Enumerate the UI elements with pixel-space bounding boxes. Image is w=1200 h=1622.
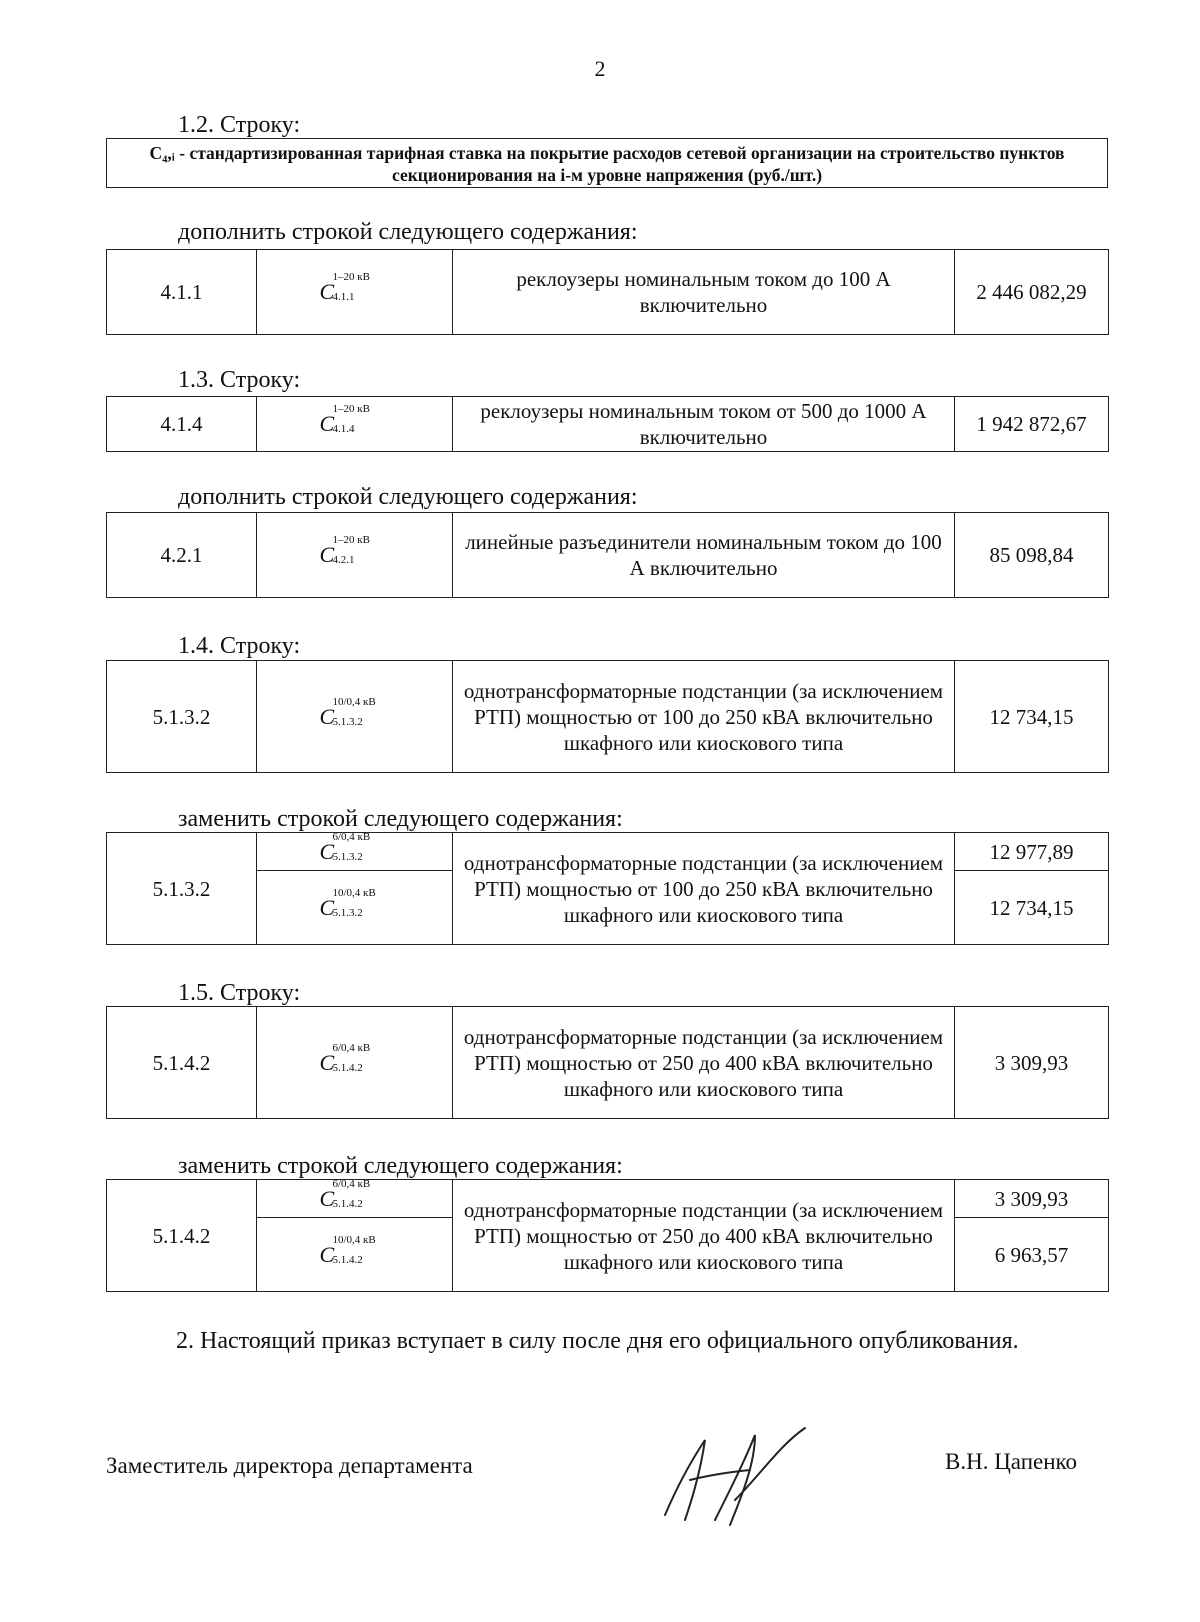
row-value: 3 309,93 bbox=[955, 1180, 1109, 1218]
row-code: 4.1.1 bbox=[107, 250, 257, 335]
rate-symbol-cell bbox=[257, 830, 453, 871]
rate-symbol: C 6/0,4 кВ 5.1.4.2 bbox=[319, 1041, 371, 1075]
table-row-4-1-1 bbox=[106, 249, 1109, 335]
row-code: 5.1.3.2 bbox=[107, 833, 257, 945]
rate-symbol-cell bbox=[257, 661, 453, 773]
row-value: 12 734,15 bbox=[955, 661, 1109, 773]
effective-date-paragraph: 2. Настоящий приказ вступает в силу после дня его официального опубликования. bbox=[176, 1328, 1019, 1354]
row-description: однотрансформаторные подстанции (за исключением РТП) мощностью от 100 до 250 кВА включительно шкафного или киоскового типа bbox=[453, 833, 955, 945]
rate-symbol-cell bbox=[257, 871, 453, 945]
rate-symbol-cell bbox=[257, 1177, 453, 1218]
row-code: 5.1.3.2 bbox=[107, 661, 257, 773]
row-description: реклоузеры номинальным током до 100 А включительно bbox=[453, 250, 955, 335]
section-1-3-heading: 1.3. Строку: bbox=[178, 367, 301, 393]
row-code: 4.1.4 bbox=[107, 397, 257, 452]
rate-symbol: C 1–20 кВ 4.1.4 bbox=[319, 403, 370, 436]
section-1-3-supplement-label: дополнить строкой следующего содержания: bbox=[178, 484, 638, 510]
rate-symbol: C 10/0,4 кВ 5.1.4.2 bbox=[319, 1233, 376, 1267]
rate-symbol-cell bbox=[257, 397, 453, 452]
handwritten-signature bbox=[660, 1420, 810, 1530]
row-value: 12 977,89 bbox=[955, 833, 1109, 871]
row-value: 12 734,15 bbox=[955, 871, 1109, 945]
row-description: реклоузеры номинальным током от 500 до 1000 А включительно bbox=[453, 397, 955, 452]
rate-symbol-cell bbox=[257, 1218, 453, 1292]
page-number: 2 bbox=[594, 56, 606, 81]
rate-symbol-cell bbox=[257, 1007, 453, 1119]
rate-symbol: C 6/0,4 кВ 5.1.3.2 bbox=[319, 830, 371, 864]
rate-symbol: C 1–20 кВ 4.2.1 bbox=[319, 534, 370, 567]
rate-symbol-cell bbox=[257, 250, 453, 335]
rate-symbol: C 10/0,4 кВ 5.1.3.2 bbox=[319, 886, 376, 920]
table-row-4-2-1 bbox=[106, 512, 1109, 598]
signer-title: Заместитель директора департамента bbox=[106, 1453, 473, 1478]
rate-symbol: C 6/0,4 кВ 5.1.4.2 bbox=[319, 1177, 371, 1211]
row-description: однотрансформаторные подстанции (за исключением РТП) мощностью от 250 до 400 кВА включительно шкафного или киоскового типа bbox=[453, 1007, 955, 1119]
section-1-4-heading: 1.4. Строку: bbox=[178, 633, 301, 659]
table-row-5-1-4-2-replacement bbox=[106, 1179, 1109, 1292]
row-description: однотрансформаторные подстанции (за исключением РТП) мощностью от 250 до 400 кВА включительно шкафного или киоскового типа bbox=[453, 1180, 955, 1292]
row-value: 1 942 872,67 bbox=[955, 397, 1109, 452]
row-value: 6 963,57 bbox=[955, 1218, 1109, 1292]
section-1-5-replace-label: заменить строкой следующего содержания: bbox=[178, 1153, 623, 1179]
row-value: 2 446 082,29 bbox=[955, 250, 1109, 335]
tariff-rate-definition-box bbox=[106, 138, 1108, 188]
row-description: линейные разъединители номинальным током до 100 А включительно bbox=[453, 513, 955, 598]
row-code: 4.2.1 bbox=[107, 513, 257, 598]
row-code: 5.1.4.2 bbox=[107, 1180, 257, 1292]
row-code: 5.1.4.2 bbox=[107, 1007, 257, 1119]
rate-symbol: C 1–20 кВ 4.1.1 bbox=[319, 271, 370, 304]
section-1-5-heading: 1.5. Строку: bbox=[178, 980, 301, 1006]
rate-symbol: C 10/0,4 кВ 5.1.3.2 bbox=[319, 695, 376, 729]
table-row-5-1-3-2-replacement bbox=[106, 832, 1109, 945]
section-1-2-heading: 1.2. Строку: bbox=[178, 112, 301, 138]
section-1-4-replace-label: заменить строкой следующего содержания: bbox=[178, 806, 623, 832]
tariff-rate-definition-text: C₄,ᵢ - стандартизированная тарифная ставка на покрытие расходов сетевой организации на строительство пунктов секционирования на i-м уровне напряжения (руб./шт.) bbox=[149, 143, 1065, 185]
signer-name: В.Н. Цапенко bbox=[945, 1449, 1078, 1474]
section-1-2-supplement-label: дополнить строкой следующего содержания: bbox=[178, 219, 638, 245]
rate-symbol-cell bbox=[257, 513, 453, 598]
table-row-4-1-4 bbox=[106, 396, 1109, 452]
row-description: однотрансформаторные подстанции (за исключением РТП) мощностью от 100 до 250 кВА включительно шкафного или киоскового типа bbox=[453, 661, 955, 773]
row-value: 3 309,93 bbox=[955, 1007, 1109, 1119]
row-value: 85 098,84 bbox=[955, 513, 1109, 598]
table-row-5-1-3-2 bbox=[106, 660, 1109, 773]
table-row-5-1-4-2 bbox=[106, 1006, 1109, 1119]
